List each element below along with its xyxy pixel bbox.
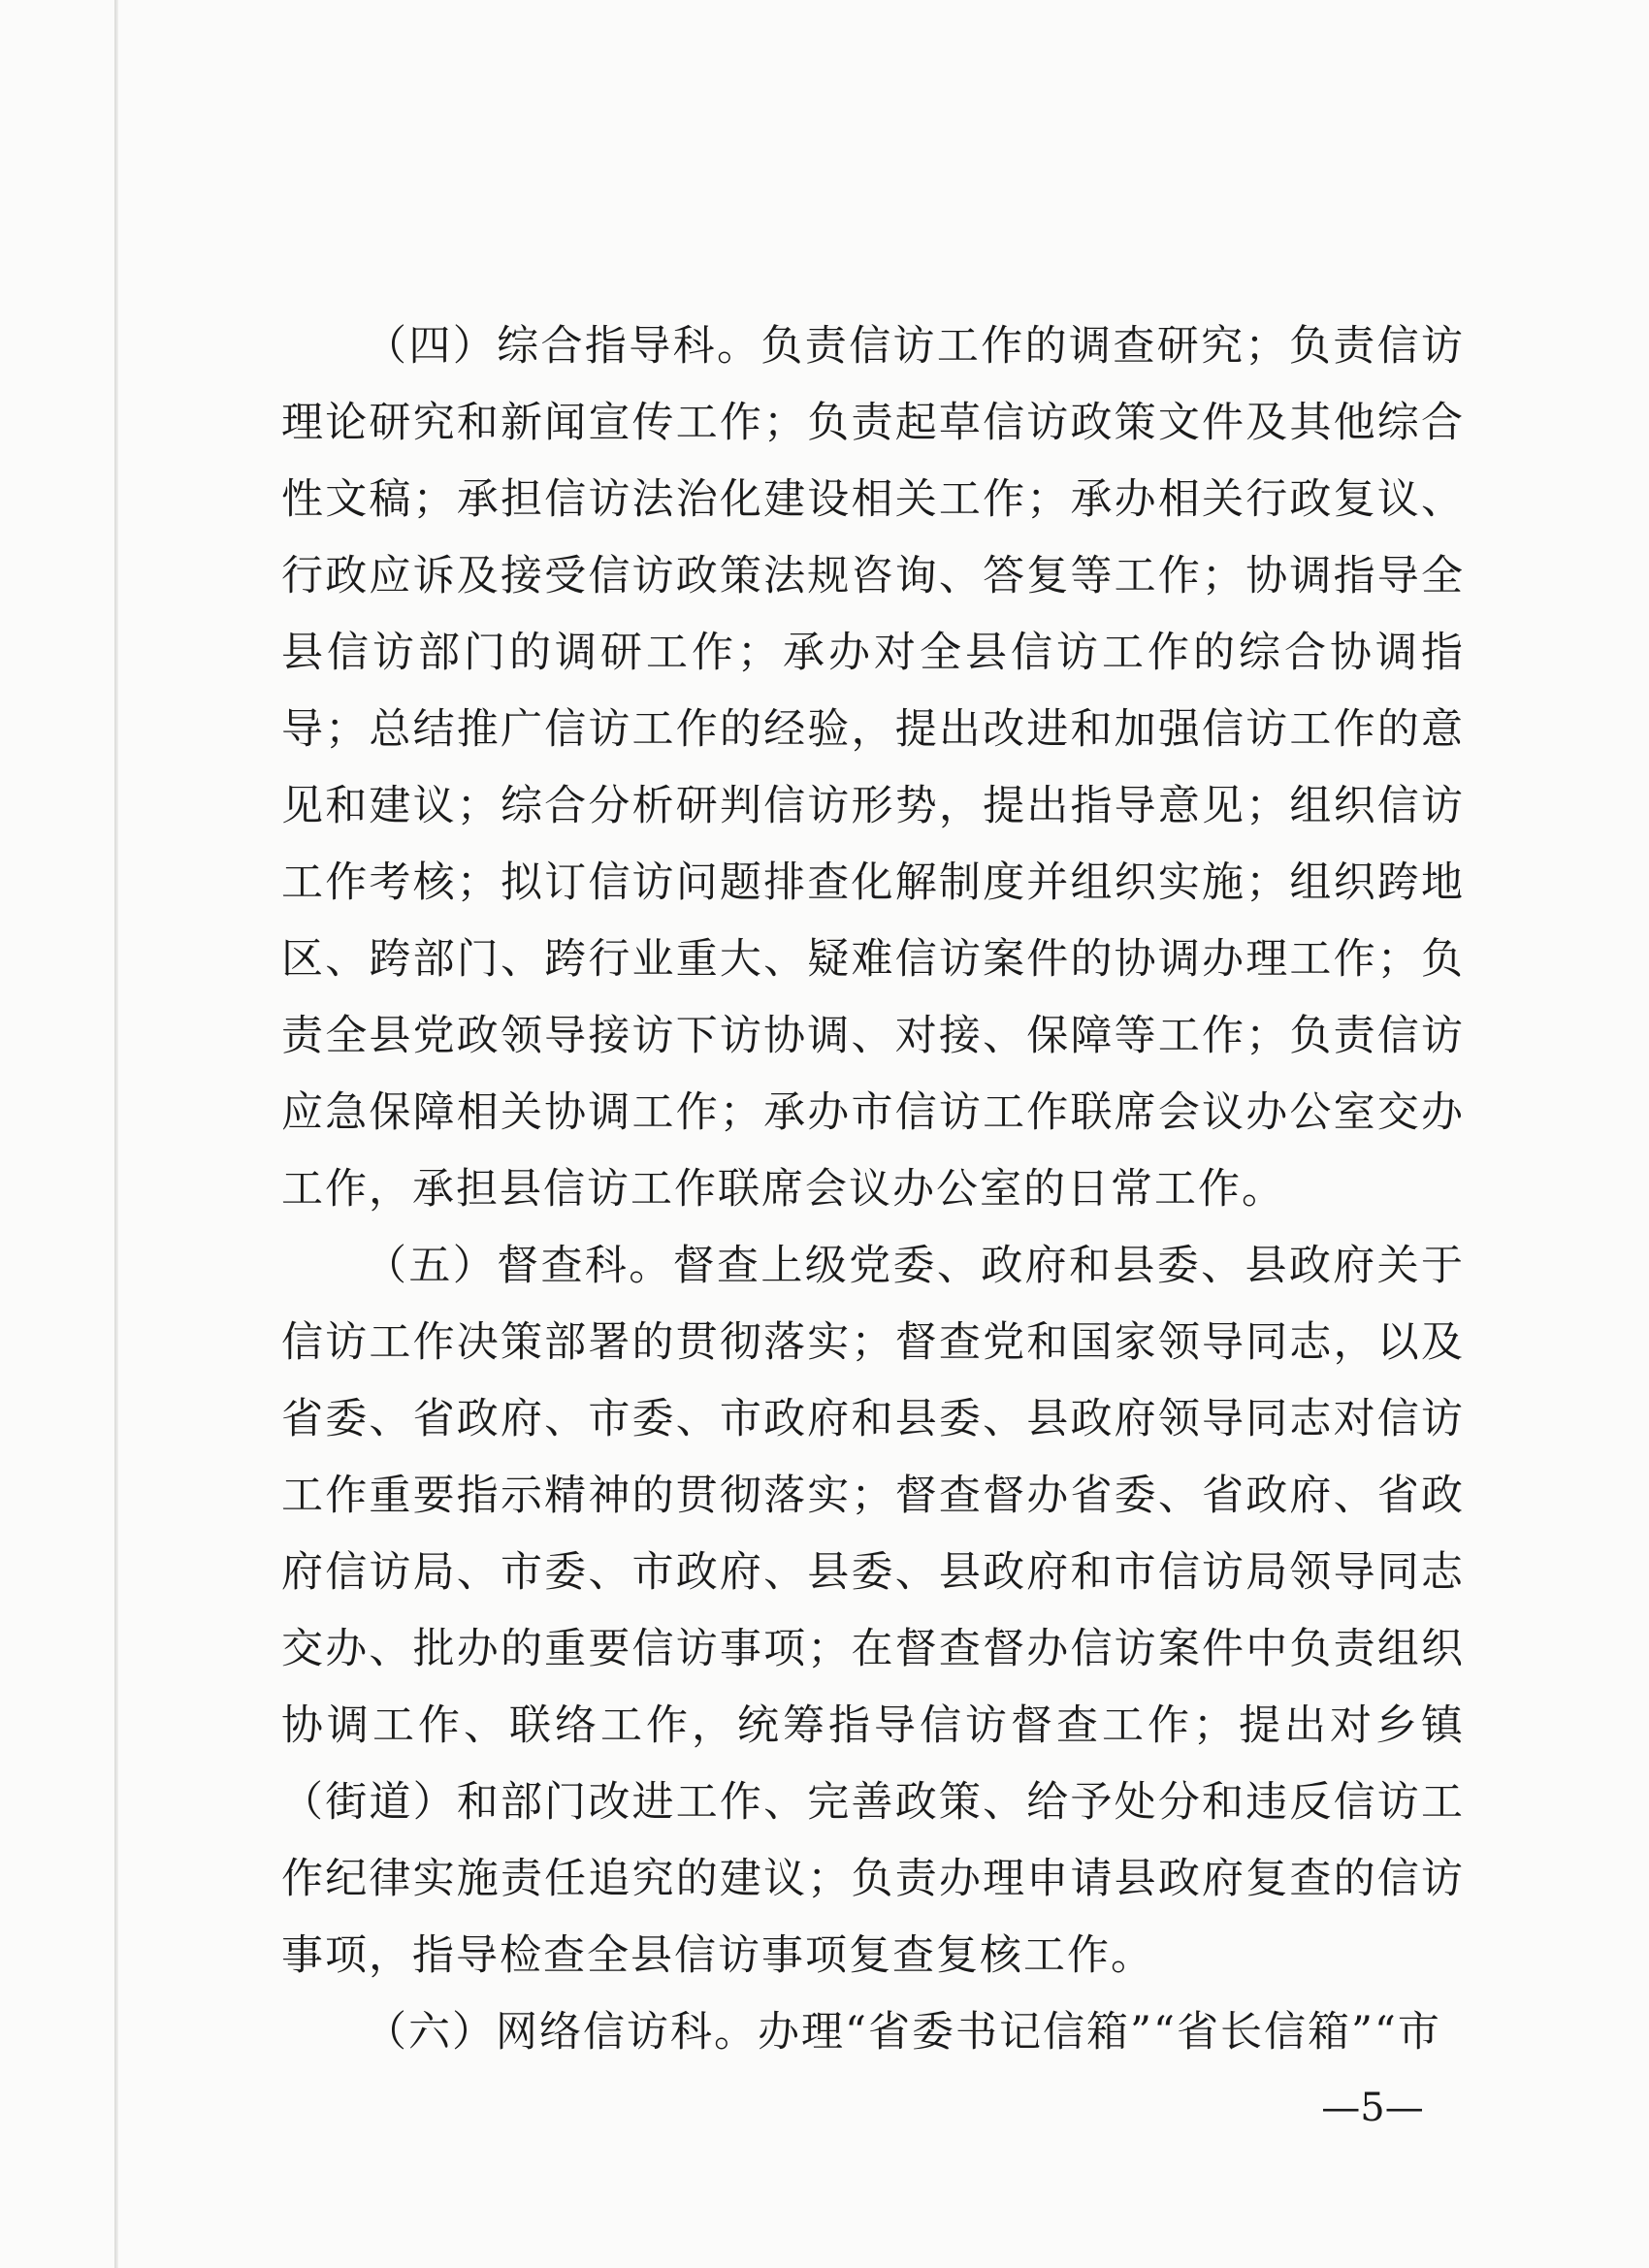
paragraph-comprehensive-guidance: （四）综合指导科。负责信访工作的调查研究；负责信访理论研究和新闻宣传工作；负责起草信访政策文件及其他综合性文稿；承担信访法治化建设相关工作；承办相关行政复议、行政应诉及接受信访政策法规咨询、答复等工作；协调指导全县信访部门的调研工作；承办对全县信访工作的综合协调指导；总结推广信访工作的经验，提出改进和加强信访工作的意见和建议；综合分析研判信访形势，提出指导意见；组织信访工作考核；拟订信访问题排查化解制度并组织实施；组织跨地区、跨部门、跨行业重大、疑难信访案件的协调办理工作；负责全县党政领导接访下访协调、对接、保障等工作；负责信访应急保障相关协调工作；承办市信访工作联席会议办公室交办工作，承担县信访工作联席会议办公室的日常工作。 <box>281 322 1465 1214</box>
page-number: —5— <box>1321 2086 1424 2130</box>
paragraph-supervision: （五）督查科。督查上级党委、政府和县委、县政府关于信访工作决策部署的贯彻落实；督查党和国家领导同志，以及省委、省政府、市委、市政府和县委、县政府领导同志对信访工作重要指示精神的贯彻落实；督查督办省委、省政府、省政府信访局、市委、市政府、县委、县政府和市信访局领导同志交办、批办的重要信访事项；在督查督办信访案件中负责组织协调工作、联络工作，统筹指导信访督查工作；提出对乡镇（街道）和部门改进工作、完善政策、给予处分和违反信访工作纪律实施责任追究的建议；负责办理申请县政府复查的信访事项，指导检查全县信访事项复查复核工作。 <box>281 1242 1465 1980</box>
paragraph-online-petition: （六）网络信访科。办理“省委书记信箱”“省长信箱”“市 <box>365 2008 1441 2057</box>
scan-edge <box>114 0 118 2268</box>
document-body <box>281 308 1465 2071</box>
